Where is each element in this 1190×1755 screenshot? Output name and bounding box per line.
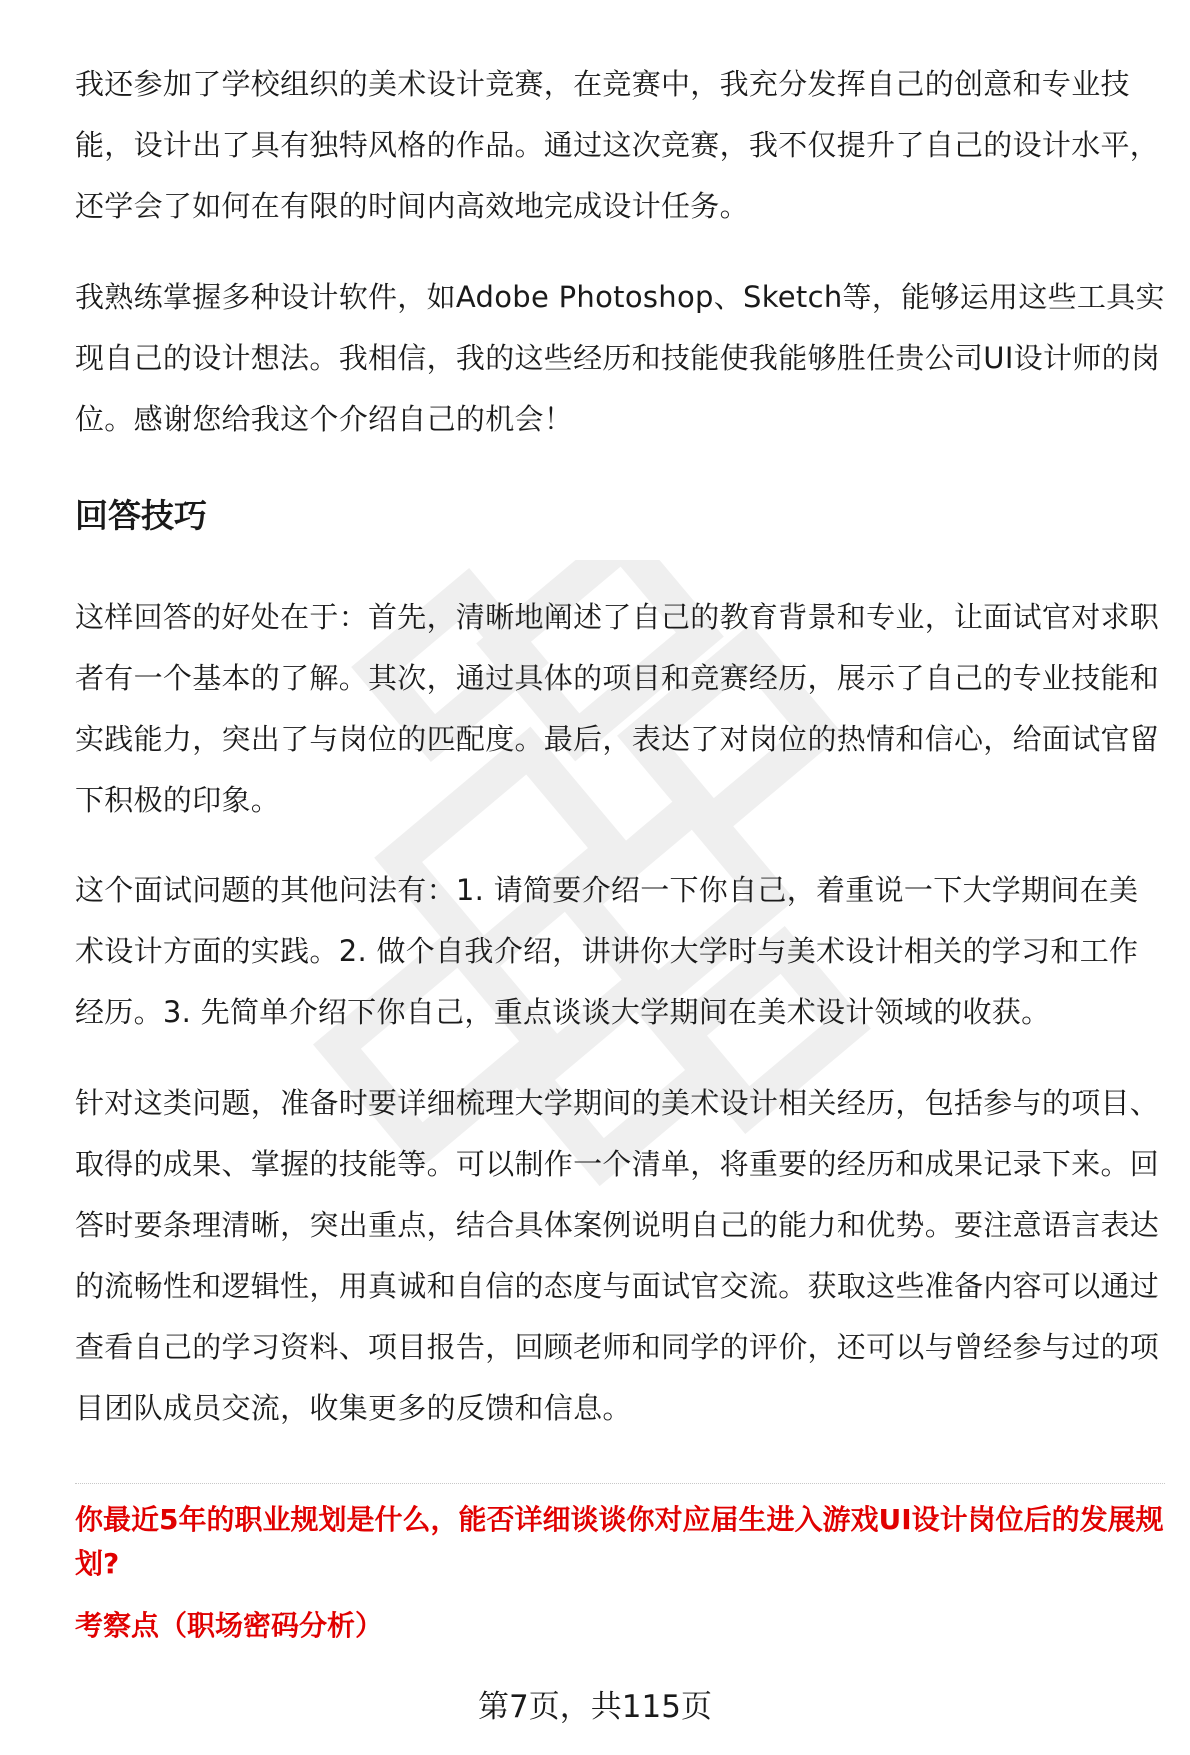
body-paragraph-alternative-questions: 这个面试问题的其他问法有：1. 请简要介绍一下你自己，着重说一下大学期间在美术设计方面的实践。2. 做个自我介绍，讲讲你大学时与美术设计相关的学习和工作经历。3. 先简单介绍下你自己，重点谈谈大学期间在美术设计领域的收获。 [75,873,1139,1029]
page-indicator: 第7页，共115页 [478,1689,712,1725]
section-divider [75,1483,1165,1484]
body-paragraph-preparation-tips: 针对这类问题，准备时要详细梳理大学期间的美术设计相关经历，包括参与的项目、取得的成果、掌握的技能等。可以制作一个清单，将重要的经历和成果记录下来。回答时要条理清晰，突出重点，结合具体案例说明自己的能力和优势。要注意语言表达的流畅性和逻辑性，用真诚和自信的态度与面试官交流。获取这些准备内容可以通过查看自己的学习资料、项目报告，回顾老师和同学的评价，还可以与曾经参与过的项目团队成员交流，收集更多的反馈和信息。 [75,1086,1160,1425]
body-paragraph-answer-benefits: 这样回答的好处在于：首先，清晰地阐述了自己的教育背景和专业，让面试官对求职者有一个基本的了解。其次，通过具体的项目和竞赛经历，展示了自己的专业技能和实践能力，突出了与岗位的匹配度。最后，表达了对岗位的热情和信心，给面试官留下积极的印象。 [75,600,1160,817]
body-paragraph-competition: 我还参加了学校组织的美术设计竞赛，在竞赛中，我充分发挥自己的创意和专业技能，设计出了具有独特风格的作品。通过这次竞赛，我不仅提升了自己的设计水平，还学会了如何在有限的时间内高效地完成设计任务。 [75,67,1160,223]
next-question-title: 你最近5年的职业规划是什么，能否详细谈谈你对应届生进入游戏UI设计岗位后的发展规划? [75,1503,1164,1580]
analysis-label: 考察点（职场密码分析） [75,1609,384,1642]
body-paragraph-software-skills: 我熟练掌握多种设计软件，如Adobe Photoshop、Sketch等，能够运用这些工具实现自己的设计想法。我相信，我的这些经历和技能使我能够胜任贵公司UI设计师的岗位。感谢您给我这个介绍自己的机会！ [75,280,1165,436]
section-heading: 回答技巧 [75,496,207,535]
document-page [75,0,1165,1755]
